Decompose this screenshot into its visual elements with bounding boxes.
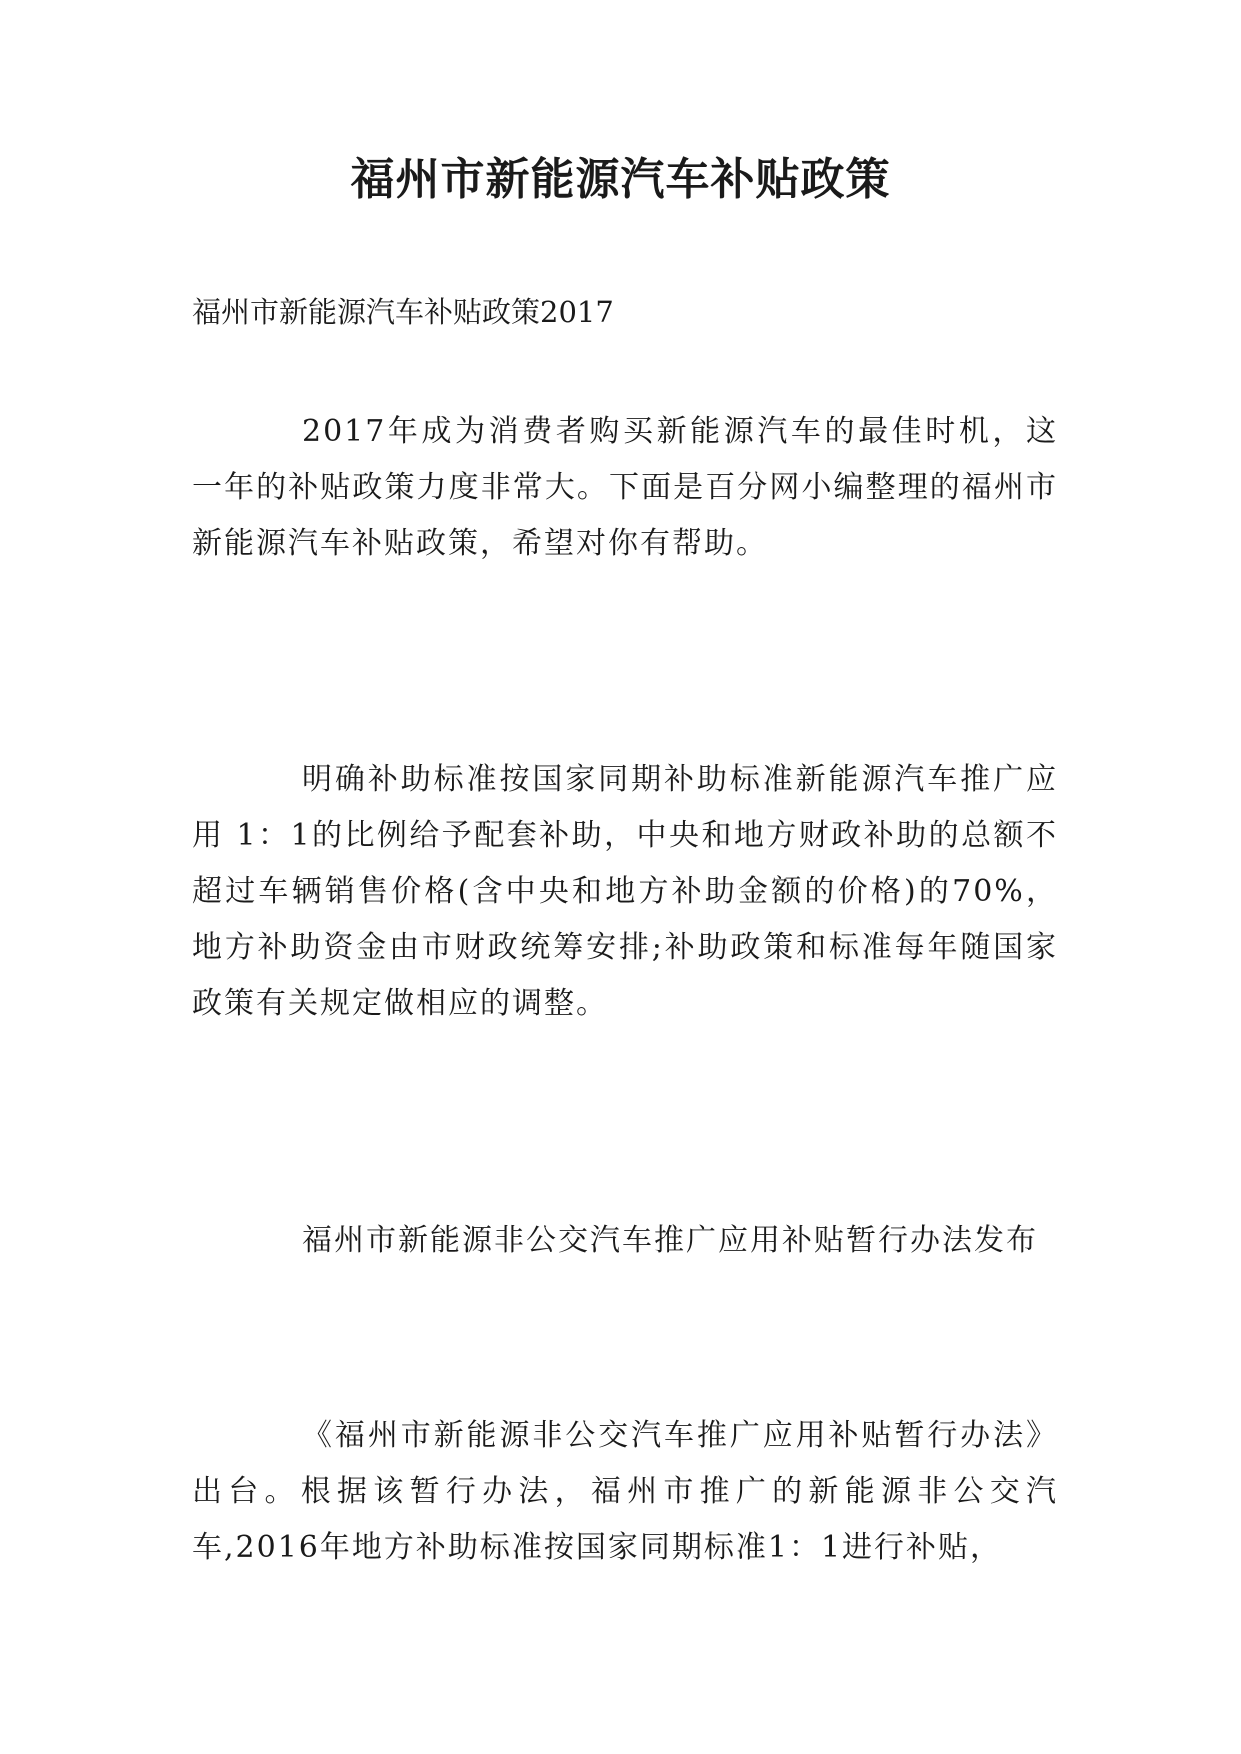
document-subtitle: 福州市新能源汽车补贴政策2017 (192, 295, 614, 329)
paragraph-subsidy-standard: 明确补助标准按国家同期补助标准新能源汽车推广应用 1：1的比例给予配套补助，中央和地方财政补助的总额不超过车辆销售价格(含中央和地方补助金额的价格)的70%，地方补助资金由市财政统筹安排;补助政策和标准每年随国家政策有关规定做相应的调整。 (192, 762, 1058, 1021)
paragraph-interim-measures: 《福州市新能源非公交汽车推广应用补贴暂行办法》出台。根据该暂行办法，福州市推广的新能源非公交汽车,2016年地方补助标准按国家同期标准1：1进行补贴， (192, 1418, 1058, 1565)
document-title: 福州市新能源汽车补贴政策 (350, 154, 891, 205)
paragraph-section-heading: 福州市新能源非公交汽车推广应用补贴暂行办法发布 (302, 1223, 1038, 1258)
paragraph-intro: 2017年成为消费者购买新能源汽车的最佳时机，这一年的补贴政策力度非常大。下面是百分网小编整理的福州市新能源汽车补贴政策，希望对你有帮助。 (192, 414, 1058, 561)
